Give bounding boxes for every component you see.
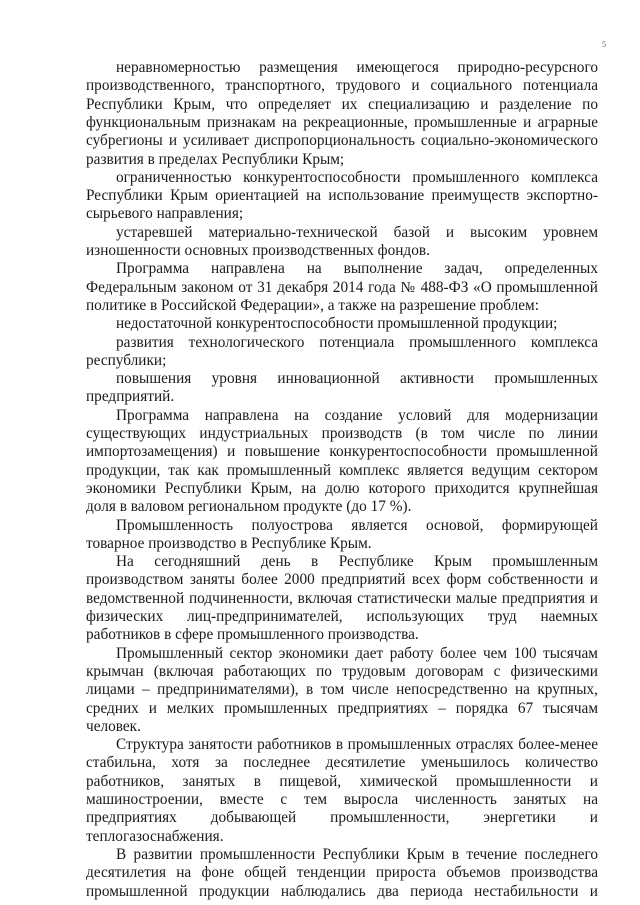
- text-line: Программа направлена на выполнение задач, определенных: [116, 260, 598, 278]
- text-line: средних и мелких промышленных предприятиях – порядка 67 тысячам: [86, 699, 598, 717]
- text-line: развития технологического потенциала промышленного комплекса: [116, 333, 598, 351]
- text-line: работников, занятых в пищевой, химической промышленности и: [86, 772, 598, 790]
- text-line: политике в Российской Федерации», а также на разрешение проблем:: [86, 296, 539, 314]
- text-line: предприятиях добывающей промышленности, энергетики и: [86, 809, 598, 827]
- text-line: человек.: [86, 717, 141, 735]
- text-line: недостаточной конкурентоспособности промышленной продукции;: [116, 315, 558, 333]
- text-line: Республики Крым, что определяет их специализацию и разделение по: [86, 95, 598, 113]
- text-line: товарное производство в Республике Крым.: [86, 534, 372, 552]
- text-line: В развитии промышленности Республики Крым в течение последнего: [116, 845, 598, 863]
- page-number: 5: [602, 40, 606, 49]
- text-line: сырьевого направления;: [86, 205, 244, 223]
- text-line: промышленной продукции наблюдались два периода нестабильности и: [86, 882, 598, 900]
- text-line: Структура занятости работников в промышленных отраслях более-менее: [116, 736, 598, 754]
- text-line: стабильна, хотя за последнее десятилетие уменьшилось количество: [86, 754, 598, 772]
- text-line: работников в сфере промышленного производства.: [86, 626, 419, 644]
- text-line: республики;: [86, 351, 167, 369]
- text-line: Федеральным законом от 31 декабря 2014 года № 488-ФЗ «О промышленной: [86, 278, 598, 296]
- text-line: изношенности основных производственных фондов.: [86, 242, 430, 259]
- text-line: производственного, транспортного, трудового и социального потенциала: [86, 77, 598, 95]
- text-line: Промышленный сектор экономики дает работу более чем 100 тысячам: [116, 644, 598, 662]
- text-line: машиностроении, вместе с тем выросла численность занятых на: [86, 791, 598, 808]
- text-line: ограниченностью конкурентоспособности промышленного комплекса: [116, 168, 598, 186]
- text-line: Программа направлена на создание условий для модернизации: [116, 406, 598, 424]
- text-line: повышения уровня инновационной активности промышленных: [116, 370, 598, 388]
- text-line: импортозамещения) и повышение конкурентоспособности промышленной: [86, 443, 598, 461]
- text-line: развития в пределах Республики Крым;: [86, 150, 345, 168]
- text-line: теплогазоснабжения.: [86, 827, 224, 845]
- text-line: ведомственной подчиненности, включая статистически малые предприятия и: [86, 589, 598, 607]
- text-line: экономики Республики Крым, на долю которого приходится крупнейшая: [86, 479, 598, 497]
- text-line: существующих индустриальных производств (в том числе по линии: [86, 425, 598, 442]
- text-line: физических лиц-предпринимателей, использующих труд наемных: [86, 608, 598, 625]
- text-line: производством заняты более 2000 предприятий всех форм собственности и: [86, 571, 598, 589]
- text-line: продукции, так как промышленный комплекс является ведущим сектором: [86, 461, 598, 479]
- text-line: Промышленность полуострова является основой, формирующей: [116, 516, 598, 534]
- text-line: функциональным признакам на рекреационные, промышленные и аграрные: [86, 113, 598, 131]
- text-line: субрегионы и усиливает диспропорциональность социально-экономического: [86, 132, 598, 150]
- text-line: Республики Крым ориентацией на использование преимуществ экспортно-: [86, 187, 598, 205]
- text-line: крымчан (включая работающих по трудовым договорам с физическими: [86, 662, 598, 680]
- text-line: доля в валовом региональном продукте (до 17 %).: [86, 498, 412, 516]
- text-line: На сегодняшний день в Республике Крым промышленным: [116, 553, 598, 571]
- text-line: лицами – предпринимателями), в том числе непосредственно на крупных,: [86, 681, 598, 699]
- text-line: предприятий.: [86, 388, 175, 406]
- text-line: неравномерностью размещения имеющегося природно-ресурсного: [116, 59, 598, 76]
- text-line: десятилетия на фоне общей тенденции прироста объемов производства: [86, 864, 598, 882]
- text-line: устаревшей материально-технической базой и высоким уровнем: [116, 223, 598, 241]
